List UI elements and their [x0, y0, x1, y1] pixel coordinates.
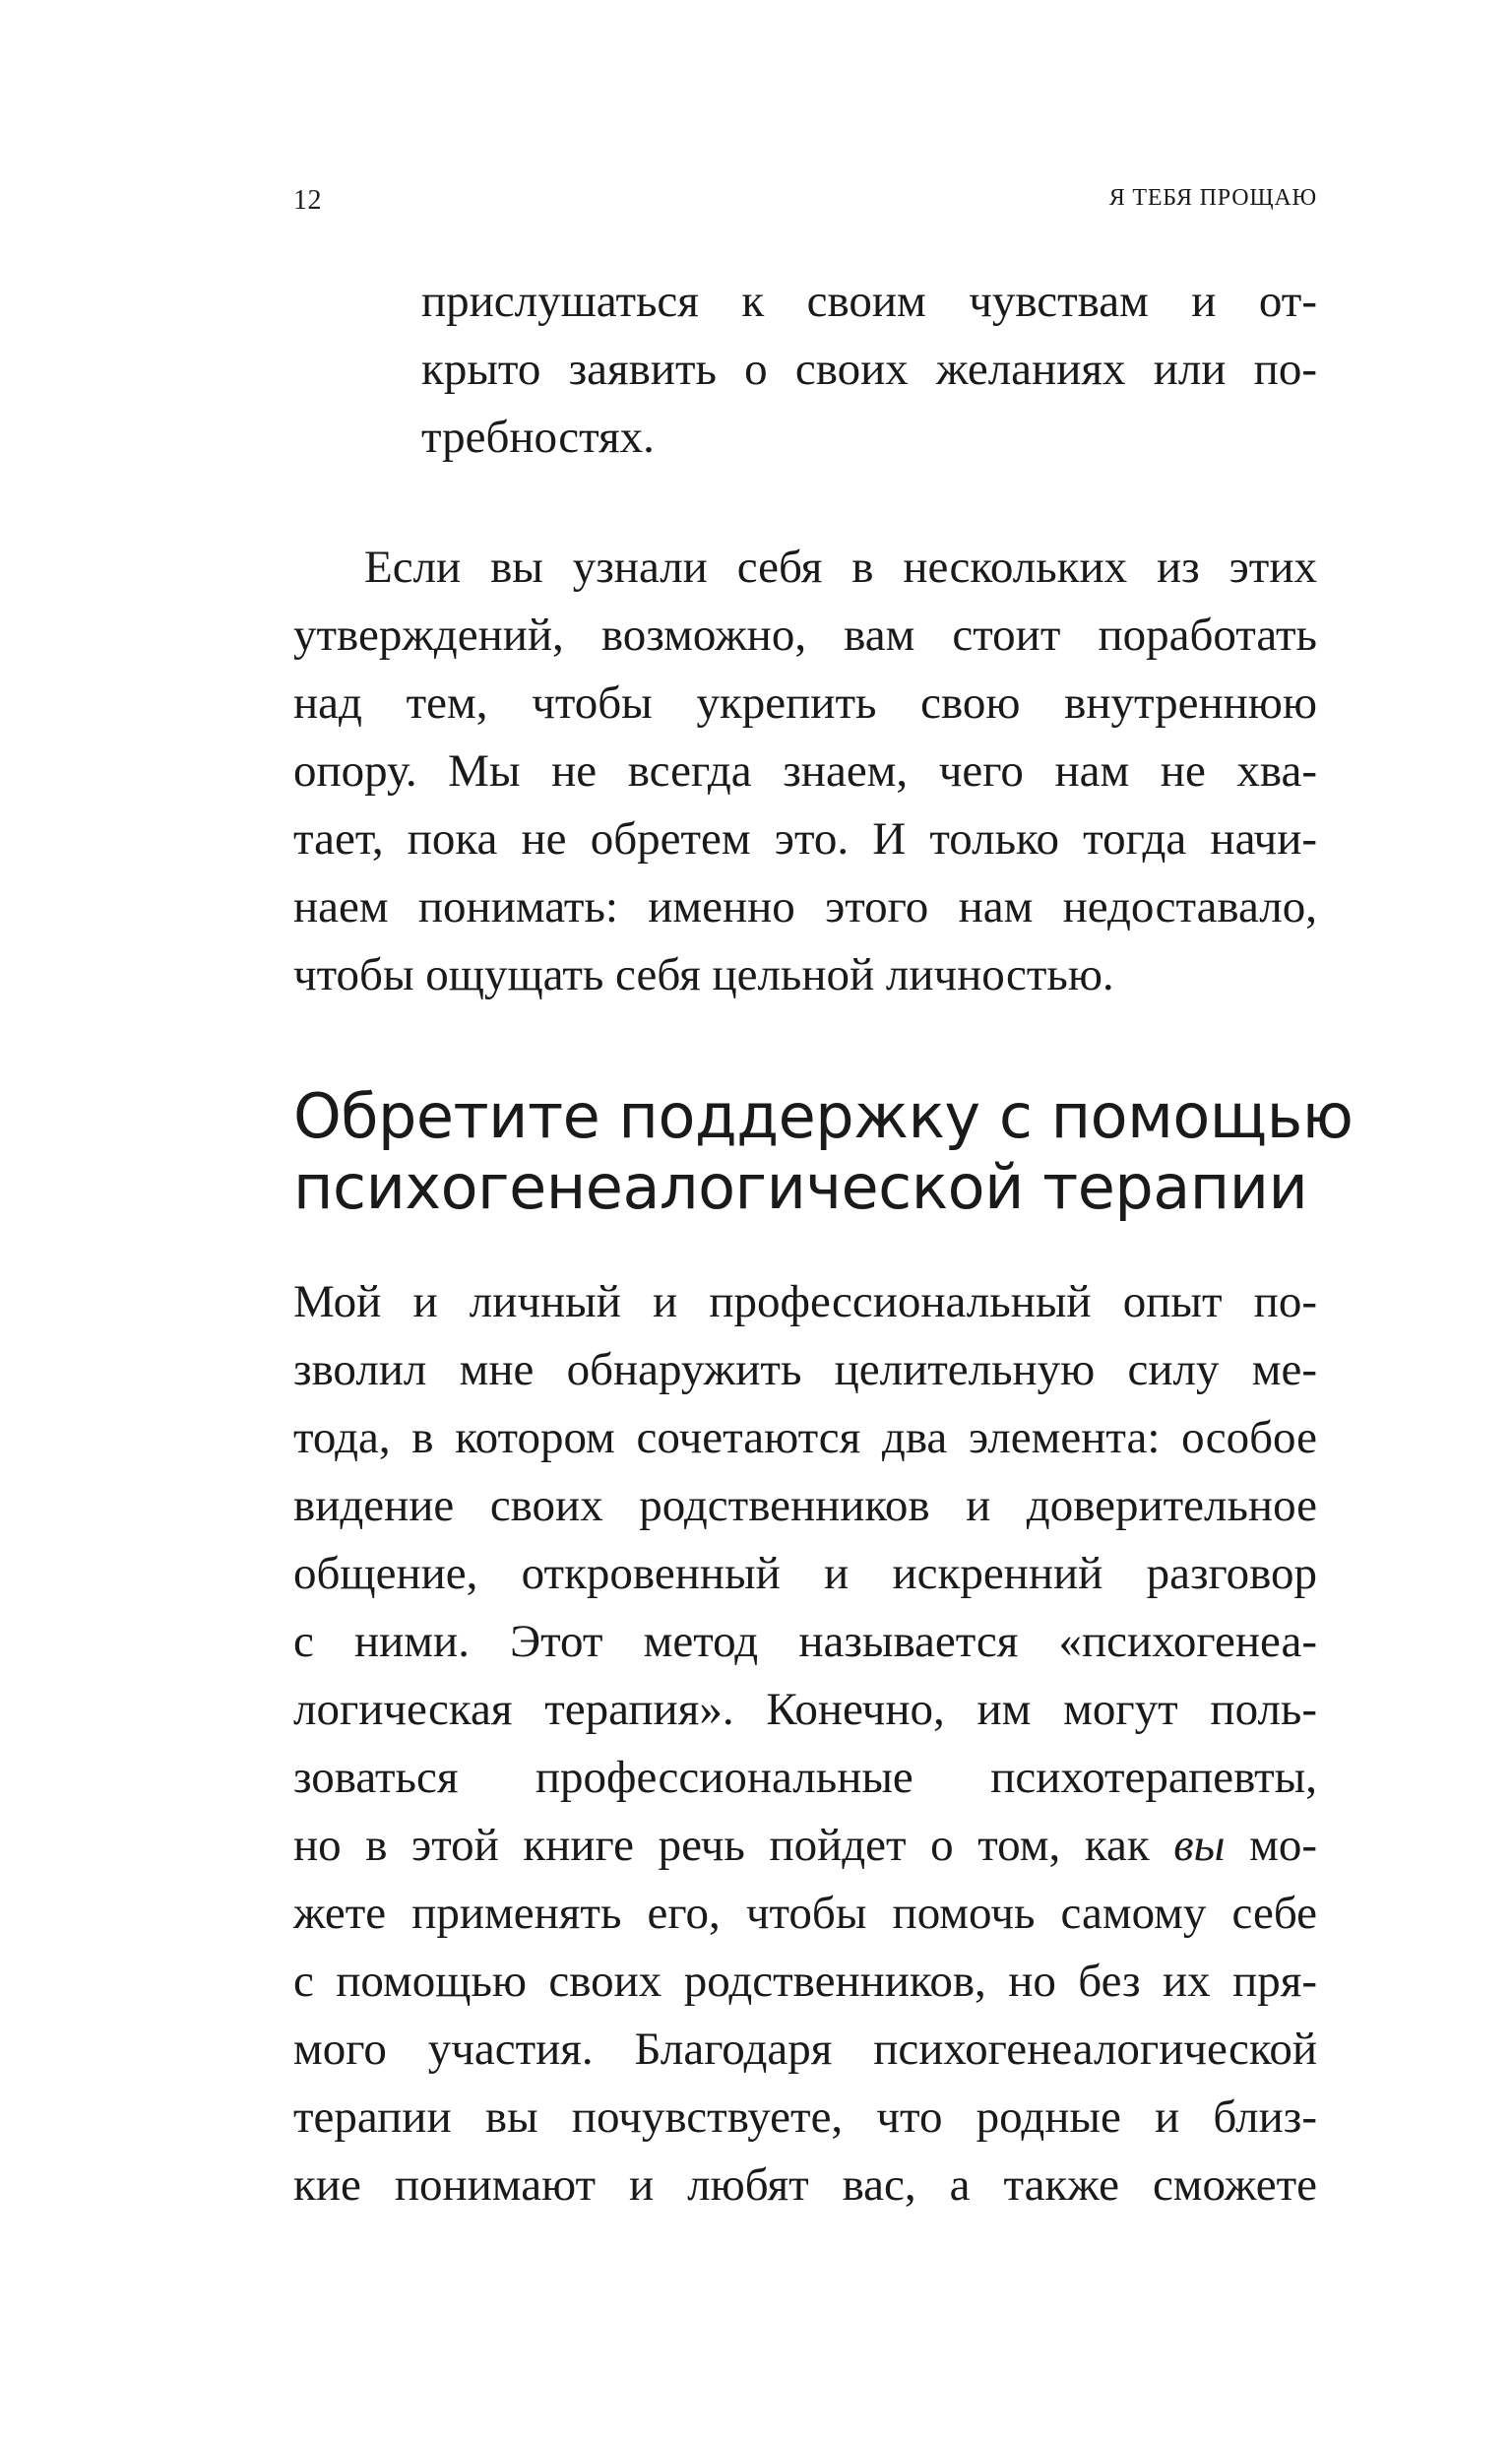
text-line: кие понимают и любят вас, а также сможете — [293, 2159, 1317, 2211]
text-line: общение, откровенный и искренний разговор — [293, 1548, 1317, 1599]
text-line: над тем, чтобы укрепить свою внутреннюю — [293, 677, 1317, 729]
text-line: терапии вы почувствуете, что родные и близ- — [293, 2091, 1317, 2143]
list-item-continuation — [421, 268, 1317, 472]
text-line: чтобы ощущать себя цельной личностью. — [293, 949, 1114, 1000]
text-line: опору. Мы не всегда знаем, чего нам не хва- — [293, 745, 1317, 797]
text-line: зоваться профессиональные психотерапевты, — [293, 1752, 1317, 1803]
text-line: видение своих родственников и доверительное — [293, 1480, 1317, 1531]
text-line: прислушаться к своим чувствам и от- — [421, 276, 1317, 327]
text-fragment: но в этой книге речь пойдет о том, как — [293, 1820, 1174, 1871]
text-line: с помощью своих родственников, но без их пря- — [293, 1956, 1317, 2007]
text-line-with-emphasis — [293, 1812, 1317, 1880]
text-line: требностях. — [421, 412, 655, 463]
text-line: утверждений, возможно, вам стоит поработать — [293, 610, 1317, 661]
text-line: крыто заявить о своих желаниях или по- — [421, 344, 1317, 395]
text-line: жете применять его, чтобы помочь самому себе — [293, 1888, 1317, 1939]
emphasis-text: вы — [1173, 1820, 1226, 1871]
text-line: зволил мне обнаружить целительную силу ме- — [293, 1344, 1317, 1395]
paragraph-method — [293, 1268, 1317, 2219]
section-heading — [293, 1080, 1354, 1223]
text-line: наем понимать: именно этого нам недоставало, — [293, 881, 1317, 932]
text-line: с ними. Этот метод называется «психогенеа- — [293, 1616, 1317, 1667]
heading-line: психогенеалогической терапии — [293, 1151, 1308, 1223]
book-title: Я ТЕБЯ ПРОЩАЮ — [1108, 185, 1317, 211]
paragraph-self-recognition — [293, 534, 1317, 1009]
page-number: 12 — [293, 185, 322, 216]
text-line: мого участия. Благодаря психогенеалогической — [293, 2024, 1317, 2075]
heading-line: Обретите поддержку с помощью — [293, 1080, 1354, 1152]
text-line: логическая терапия». Конечно, им могут поль- — [293, 1684, 1317, 1735]
text-line: тает, пока не обретем это. И только тогда начи- — [293, 813, 1317, 865]
text-line: Если вы узнали себя в нескольких из этих — [364, 542, 1317, 593]
text-line: Мой и личный и профессиональный опыт по- — [293, 1276, 1317, 1327]
text-line: тода, в котором сочетаются два элемента: особое — [293, 1412, 1317, 1463]
text-fragment: мо- — [1225, 1820, 1317, 1871]
